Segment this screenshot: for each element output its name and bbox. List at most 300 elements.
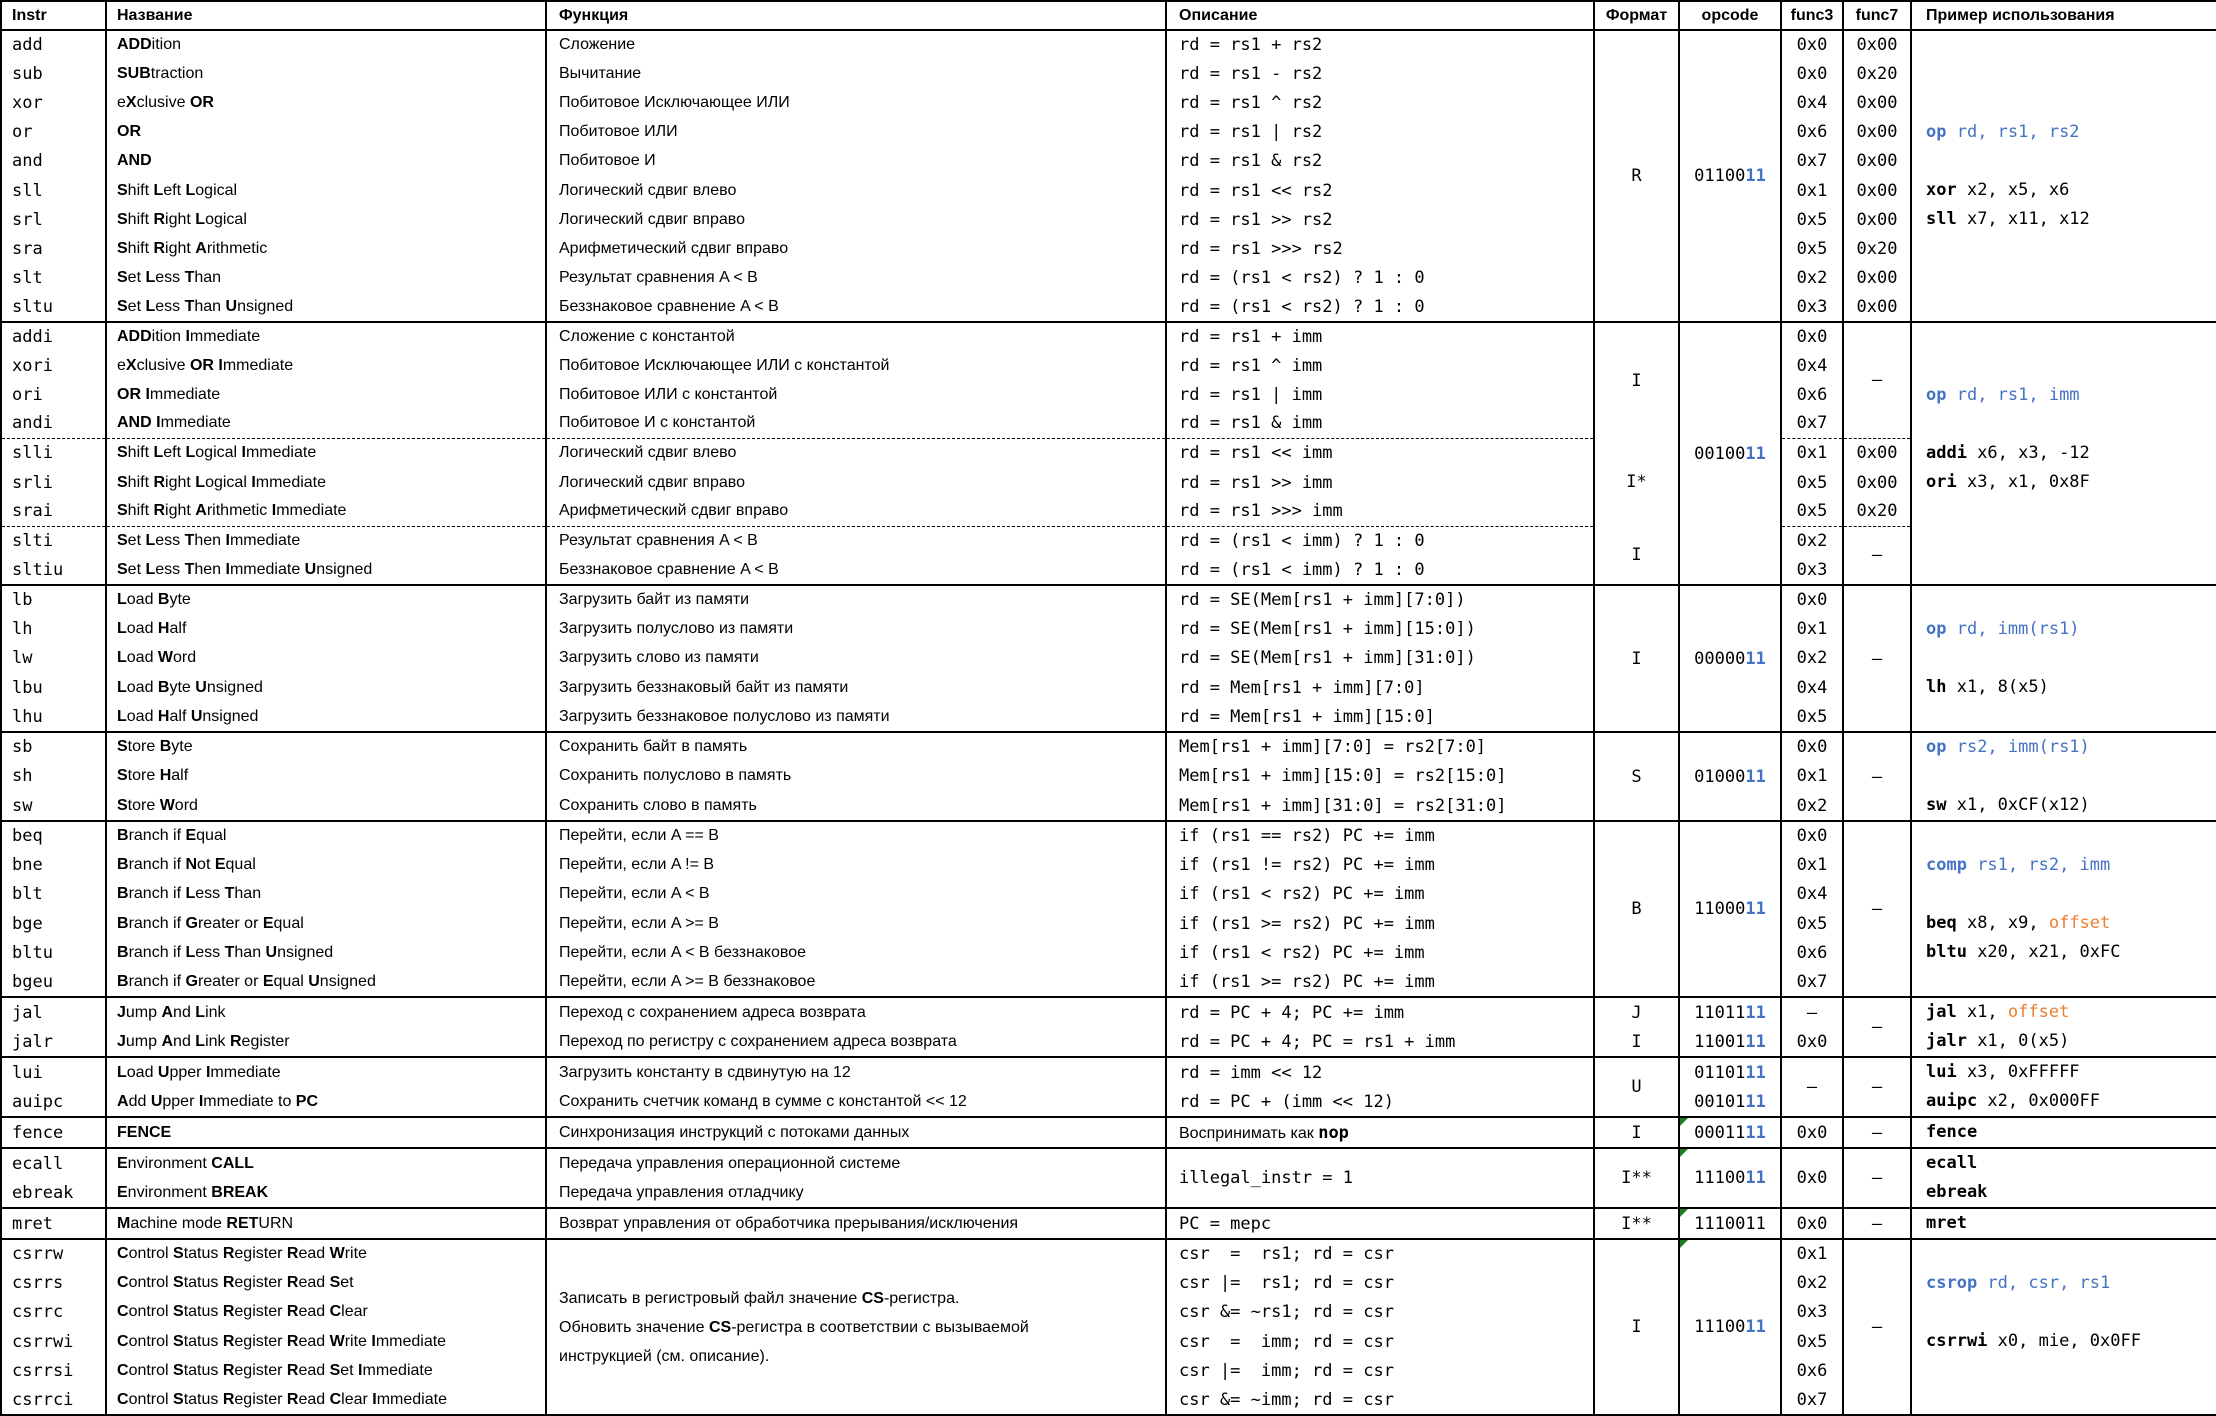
sltiu-name-cell: Set Less Then Immediate Unsigned bbox=[106, 556, 546, 585]
example-line bbox=[1912, 644, 2216, 673]
bne-function-cell: Перейти, если A != B bbox=[546, 850, 1166, 879]
table-row-and bbox=[1, 147, 2216, 176]
add-description-cell: rd = rs1 + rs2 bbox=[1166, 30, 1594, 59]
xori-description-cell: rd = rs1 ^ imm bbox=[1166, 351, 1594, 380]
sw-function-cell: Сохранить слово в память bbox=[546, 791, 1166, 821]
jal-function-cell: Переход с сохранением адреса возврата bbox=[546, 997, 1166, 1027]
upper-func7-cell: – bbox=[1843, 1057, 1911, 1117]
column-header-example: Пример использования bbox=[1911, 1, 2216, 30]
table-row-xor bbox=[1, 88, 2216, 117]
mret-format-cell: I** bbox=[1594, 1208, 1679, 1239]
jumps-func7-cell: – bbox=[1843, 997, 1911, 1057]
lui-description-cell: rd = imm << 12 bbox=[1166, 1057, 1594, 1087]
csr-opcode-cell: 1110011 bbox=[1679, 1239, 1781, 1415]
example-line: beq x8, x9, offset bbox=[1926, 913, 2111, 933]
loads-func3-cell: 0x5 bbox=[1781, 703, 1843, 732]
sra-description-cell: rd = rs1 >>> rs2 bbox=[1166, 234, 1594, 263]
table-row-addi bbox=[1, 322, 2216, 351]
addi-name-cell: ADDition Immediate bbox=[106, 322, 546, 351]
add-instr-cell: add bbox=[1, 30, 106, 59]
bgeu-instr-cell: bgeu bbox=[1, 968, 106, 997]
csrrsi-instr-cell: csrrsi bbox=[1, 1356, 106, 1385]
r-type-func7-cell: 0x00 bbox=[1843, 118, 1911, 147]
csrrsi-name-cell: Control Status Register Read Set Immediate bbox=[106, 1356, 546, 1385]
example-line: mret bbox=[1926, 1213, 1967, 1233]
slt-instr-cell: slt bbox=[1, 264, 106, 293]
lh-name-cell: Load Half bbox=[106, 614, 546, 643]
sw-name-cell: Store Word bbox=[106, 791, 546, 821]
andi-function-cell: Побитовое И с константой bbox=[546, 409, 1166, 438]
bltu-name-cell: Branch if Less Than Unsigned bbox=[106, 938, 546, 967]
example-line bbox=[1912, 1356, 2216, 1385]
slti-instr-cell: slti bbox=[1, 526, 106, 556]
csr-example-cell bbox=[1911, 1239, 2216, 1415]
i-arith-format-cell: I bbox=[1594, 322, 1679, 438]
lh-description-cell: rd = SE(Mem[rs1 + imm][15:0]) bbox=[1166, 614, 1594, 643]
example-line bbox=[1912, 147, 2216, 176]
csr-func3-cell: 0x3 bbox=[1781, 1298, 1843, 1327]
table-row-srl bbox=[1, 205, 2216, 234]
jalr-function-cell: Переход по регистру с сохранением адреса возврата bbox=[546, 1027, 1166, 1057]
csr-func3-cell: 0x2 bbox=[1781, 1268, 1843, 1297]
slli-instr-cell: slli bbox=[1, 438, 106, 468]
addi-description-cell: rd = rs1 + imm bbox=[1166, 322, 1594, 351]
csrrsi-description-cell: csr |= imm; rd = csr bbox=[1166, 1356, 1594, 1385]
r-type-func3-cell: 0x4 bbox=[1781, 88, 1843, 117]
example-line: xor x2, x5, x6 bbox=[1926, 180, 2070, 200]
ori-name-cell: OR Immediate bbox=[106, 380, 546, 409]
table-row-slt bbox=[1, 264, 2216, 293]
ebreak-name-cell: Environment BREAK bbox=[106, 1178, 546, 1208]
example-line: ebreak bbox=[1926, 1182, 1988, 1202]
upper-opcode-cell: 0010111 bbox=[1679, 1087, 1781, 1117]
csrrw-instr-cell: csrrw bbox=[1, 1239, 106, 1268]
example-line: lh x1, 8(x5) bbox=[1926, 677, 2049, 697]
sra-function-cell: Арифметический сдвиг вправо bbox=[546, 234, 1166, 263]
r-type-func7-cell: 0x00 bbox=[1843, 88, 1911, 117]
branches-func3-cell: 0x7 bbox=[1781, 968, 1843, 997]
srai-name-cell: Shift Right Arithmetic Immediate bbox=[106, 497, 546, 526]
bltu-function-cell: Перейти, если A < B беззнаковое bbox=[546, 938, 1166, 967]
sh-name-cell: Store Half bbox=[106, 762, 546, 792]
sra-instr-cell: sra bbox=[1, 234, 106, 263]
csrrw-description-cell: csr = rs1; rd = csr bbox=[1166, 1239, 1594, 1268]
bge-function-cell: Перейти, если A >= B bbox=[546, 909, 1166, 938]
header-row bbox=[1, 1, 2216, 30]
lhu-name-cell: Load Half Unsigned bbox=[106, 703, 546, 732]
i-arith-opcode-cell: 0010011 bbox=[1679, 322, 1781, 585]
slli-name-cell: Shift Left Logical Immediate bbox=[106, 438, 546, 468]
example-line bbox=[1912, 880, 2216, 909]
example-line: lui x3, 0xFFFFF bbox=[1926, 1062, 2080, 1082]
blt-name-cell: Branch if Less Than bbox=[106, 880, 546, 909]
jumps-func3-cell: 0x0 bbox=[1781, 1027, 1843, 1057]
table-row-csrrw bbox=[1, 1239, 2216, 1268]
upper-opcode-cell: 0110111 bbox=[1679, 1057, 1781, 1087]
andi-description-cell: rd = rs1 & imm bbox=[1166, 409, 1594, 438]
and-function-cell: Побитовое И bbox=[546, 147, 1166, 176]
r-type-func3-cell: 0x6 bbox=[1781, 118, 1843, 147]
column-header-opcode: opcode bbox=[1679, 1, 1781, 30]
r-type-func7-cell: 0x20 bbox=[1843, 59, 1911, 88]
csr-func3-cell: 0x7 bbox=[1781, 1386, 1843, 1415]
beq-description-cell: if (rs1 == rs2) PC += imm bbox=[1166, 821, 1594, 850]
mret-function-cell: Возврат управления от обработчика прерывания/исключения bbox=[546, 1208, 1166, 1239]
sltu-function-cell: Беззнаковое сравнение A < B bbox=[546, 293, 1166, 322]
jal-instr-cell: jal bbox=[1, 997, 106, 1027]
lh-function-cell: Загрузить полуслово из памяти bbox=[546, 614, 1166, 643]
srai-instr-cell: srai bbox=[1, 497, 106, 526]
example-line bbox=[1912, 234, 2216, 263]
loads-func3-cell: 0x4 bbox=[1781, 673, 1843, 702]
loads-example-cell bbox=[1911, 585, 2216, 732]
addi-function-cell: Сложение с константой bbox=[546, 322, 1166, 351]
loads-func7-cell: – bbox=[1843, 585, 1911, 732]
fence-name-cell: FENCE bbox=[106, 1117, 546, 1148]
example-line bbox=[1912, 323, 2216, 352]
example-line: ori x3, x1, 0x8F bbox=[1926, 472, 2090, 492]
ecall-name-cell: Environment CALL bbox=[106, 1148, 546, 1178]
sltu-instr-cell: sltu bbox=[1, 293, 106, 322]
auipc-instr-cell: auipc bbox=[1, 1087, 106, 1117]
lbu-description-cell: rd = Mem[rs1 + imm][7:0] bbox=[1166, 673, 1594, 702]
branches-func3-cell: 0x4 bbox=[1781, 880, 1843, 909]
example-line: fence bbox=[1926, 1122, 1978, 1142]
i-arith-func3-cell: 0x0 bbox=[1781, 322, 1843, 351]
sra-name-cell: Shift Right Arithmetic bbox=[106, 234, 546, 263]
table-row-add bbox=[1, 30, 2216, 59]
r-type-func7-cell: 0x00 bbox=[1843, 293, 1911, 322]
table-row-slti bbox=[1, 526, 2216, 556]
lw-description-cell: rd = SE(Mem[rs1 + imm][31:0]) bbox=[1166, 644, 1594, 673]
loads-func3-cell: 0x0 bbox=[1781, 585, 1843, 614]
r-type-func3-cell: 0x7 bbox=[1781, 147, 1843, 176]
xor-function-cell: Побитовое Исключающее ИЛИ bbox=[546, 88, 1166, 117]
r-type-func3-cell: 0x5 bbox=[1781, 205, 1843, 234]
r-type-func3-cell: 0x0 bbox=[1781, 30, 1843, 59]
csrrc-description-cell: csr &= ~rs1; rd = csr bbox=[1166, 1298, 1594, 1327]
sb-function-cell: Сохранить байт в память bbox=[546, 732, 1166, 762]
sw-instr-cell: sw bbox=[1, 791, 106, 821]
srai-description-cell: rd = rs1 >>> imm bbox=[1166, 497, 1594, 526]
i-arith-example-cell bbox=[1911, 322, 2216, 585]
or-name-cell: OR bbox=[106, 118, 546, 147]
mret-func3-cell: 0x0 bbox=[1781, 1208, 1843, 1239]
r-type-func7-cell: 0x00 bbox=[1843, 264, 1911, 293]
sltu-description-cell: rd = (rs1 < rs2) ? 1 : 0 bbox=[1166, 293, 1594, 322]
sub-instr-cell: sub bbox=[1, 59, 106, 88]
csrrci-description-cell: csr &= ~imm; rd = csr bbox=[1166, 1386, 1594, 1415]
csrrwi-instr-cell: csrrwi bbox=[1, 1327, 106, 1356]
slti-name-cell: Set Less Then Immediate bbox=[106, 526, 546, 556]
add-function-cell: Сложение bbox=[546, 30, 1166, 59]
example-line bbox=[1912, 410, 2216, 439]
table-header bbox=[1, 1, 2216, 30]
i-arith-func3-cell: 0x7 bbox=[1781, 409, 1843, 438]
srl-description-cell: rd = rs1 >> rs2 bbox=[1166, 205, 1594, 234]
example-line: jalr x1, 0(x5) bbox=[1926, 1031, 2070, 1051]
sb-instr-cell: sb bbox=[1, 732, 106, 762]
sltiu-function-cell: Беззнаковое сравнение A < B bbox=[546, 556, 1166, 585]
fence-format-cell: I bbox=[1594, 1117, 1679, 1148]
branches-func7-cell: – bbox=[1843, 821, 1911, 997]
table-row-sb bbox=[1, 732, 2216, 762]
sh-instr-cell: sh bbox=[1, 762, 106, 792]
stores-opcode-cell: 0100011 bbox=[1679, 732, 1781, 821]
r-type-func3-cell: 0x1 bbox=[1781, 176, 1843, 205]
srl-function-cell: Логический сдвиг вправо bbox=[546, 205, 1166, 234]
example-line: op rd, rs1, rs2 bbox=[1926, 122, 2080, 142]
bge-instr-cell: bge bbox=[1, 909, 106, 938]
example-line: ecall bbox=[1926, 1153, 1978, 1173]
srai-function-cell: Арифметический сдвиг вправо bbox=[546, 497, 1166, 526]
srl-instr-cell: srl bbox=[1, 205, 106, 234]
bgeu-name-cell: Branch if Greater or Equal Unsigned bbox=[106, 968, 546, 997]
loads-opcode-cell: 0000011 bbox=[1679, 585, 1781, 732]
csrrw-name-cell: Control Status Register Read Write bbox=[106, 1239, 546, 1268]
or-description-cell: rd = rs1 | rs2 bbox=[1166, 118, 1594, 147]
loads-format-cell: I bbox=[1594, 585, 1679, 732]
srli-name-cell: Shift Right Logical Immediate bbox=[106, 468, 546, 497]
example-line bbox=[1912, 31, 2216, 60]
andi-name-cell: AND Immediate bbox=[106, 409, 546, 438]
lbu-function-cell: Загрузить беззнаковый байт из памяти bbox=[546, 673, 1166, 702]
table-row-jal bbox=[1, 997, 2216, 1027]
i-arith-func3-cell: 0x4 bbox=[1781, 351, 1843, 380]
table-row-lui bbox=[1, 1057, 2216, 1087]
auipc-description-cell: rd = PC + (imm << 12) bbox=[1166, 1087, 1594, 1117]
example-line: sll x7, x11, x12 bbox=[1926, 209, 2090, 229]
bgeu-description-cell: if (rs1 >= rs2) PC += imm bbox=[1166, 968, 1594, 997]
stores-example-cell bbox=[1911, 732, 2216, 821]
sub-name-cell: SUBtraction bbox=[106, 59, 546, 88]
i-arith-func7-cell: 0x00 bbox=[1843, 438, 1911, 468]
table-row-or bbox=[1, 118, 2216, 147]
r-type-func3-cell: 0x5 bbox=[1781, 234, 1843, 263]
i-arith-func3-cell: 0x5 bbox=[1781, 468, 1843, 497]
r-type-func3-cell: 0x3 bbox=[1781, 293, 1843, 322]
fence-description-cell: Воспринимать как nop bbox=[1166, 1117, 1594, 1148]
example-line bbox=[1912, 263, 2216, 292]
lb-function-cell: Загрузить байт из памяти bbox=[546, 585, 1166, 614]
xor-name-cell: eXclusive OR bbox=[106, 88, 546, 117]
example-line: op rs2, imm(rs1) bbox=[1926, 737, 2090, 757]
sltiu-instr-cell: sltiu bbox=[1, 556, 106, 585]
example-line: jal x1, offset bbox=[1926, 1002, 2070, 1022]
upper-example-cell bbox=[1911, 1057, 2216, 1117]
r-type-func7-cell: 0x00 bbox=[1843, 176, 1911, 205]
example-line bbox=[1912, 1240, 2216, 1269]
bne-instr-cell: bne bbox=[1, 850, 106, 879]
column-header-format: Формат bbox=[1594, 1, 1679, 30]
example-line bbox=[1912, 526, 2216, 555]
srli-instr-cell: srli bbox=[1, 468, 106, 497]
lhu-description-cell: rd = Mem[rs1 + imm][15:0] bbox=[1166, 703, 1594, 732]
example-line: csrop rd, csr, rs1 bbox=[1926, 1273, 2111, 1293]
lw-name-cell: Load Word bbox=[106, 644, 546, 673]
blt-function-cell: Перейти, если A < B bbox=[546, 880, 1166, 909]
csrrci-name-cell: Control Status Register Read Clear Immediate bbox=[106, 1386, 546, 1415]
fence-function-cell: Синхронизация инструкций с потоками данных bbox=[546, 1117, 1166, 1148]
lb-description-cell: rd = SE(Mem[rs1 + imm][7:0]) bbox=[1166, 585, 1594, 614]
jumps-opcode-cell: 1101111 bbox=[1679, 997, 1781, 1027]
env-format-cell: I** bbox=[1594, 1148, 1679, 1208]
i-arith-func3-cell: 0x3 bbox=[1781, 556, 1843, 585]
r-type-func3-cell: 0x0 bbox=[1781, 59, 1843, 88]
column-header-name: Название bbox=[106, 1, 546, 30]
example-line bbox=[1912, 1298, 2216, 1327]
auipc-name-cell: Add Upper Immediate to PC bbox=[106, 1087, 546, 1117]
and-description-cell: rd = rs1 & rs2 bbox=[1166, 147, 1594, 176]
xori-name-cell: eXclusive OR Immediate bbox=[106, 351, 546, 380]
bltu-instr-cell: bltu bbox=[1, 938, 106, 967]
jumps-opcode-cell: 1100111 bbox=[1679, 1027, 1781, 1057]
jal-description-cell: rd = PC + 4; PC += imm bbox=[1166, 997, 1594, 1027]
and-name-cell: AND bbox=[106, 147, 546, 176]
csr-func3-cell: 0x5 bbox=[1781, 1327, 1843, 1356]
table-row-lb bbox=[1, 585, 2216, 614]
example-line bbox=[1912, 89, 2216, 118]
stores-func3-cell: 0x2 bbox=[1781, 791, 1843, 821]
i-arith-func3-cell: 0x6 bbox=[1781, 380, 1843, 409]
example-line: csrrwi x0, mie, 0x0FF bbox=[1926, 1331, 2141, 1351]
example-line bbox=[1912, 822, 2216, 851]
branches-func3-cell: 0x5 bbox=[1781, 909, 1843, 938]
xor-instr-cell: xor bbox=[1, 88, 106, 117]
example-line bbox=[1912, 497, 2216, 526]
slt-name-cell: Set Less Than bbox=[106, 264, 546, 293]
loads-func3-cell: 0x1 bbox=[1781, 614, 1843, 643]
upper-format-cell: U bbox=[1594, 1057, 1679, 1117]
jalr-name-cell: Jump And Link Register bbox=[106, 1027, 546, 1057]
sll-description-cell: rd = rs1 << rs2 bbox=[1166, 176, 1594, 205]
example-line: comp rs1, rs2, imm bbox=[1926, 855, 2111, 875]
jumps-format-cell: J bbox=[1594, 997, 1679, 1027]
sh-description-cell: Mem[rs1 + imm][15:0] = rs2[15:0] bbox=[1166, 762, 1594, 792]
bge-description-cell: if (rs1 >= rs2) PC += imm bbox=[1166, 909, 1594, 938]
r-type-func7-cell: 0x20 bbox=[1843, 234, 1911, 263]
column-header-func: Функция bbox=[546, 1, 1166, 30]
table-row-srli bbox=[1, 468, 2216, 497]
bltu-description-cell: if (rs1 < rs2) PC += imm bbox=[1166, 938, 1594, 967]
stores-func3-cell: 0x0 bbox=[1781, 732, 1843, 762]
csrrs-description-cell: csr |= rs1; rd = csr bbox=[1166, 1268, 1594, 1297]
column-header-desc: Описание bbox=[1166, 1, 1594, 30]
lui-instr-cell: lui bbox=[1, 1057, 106, 1087]
lb-instr-cell: lb bbox=[1, 585, 106, 614]
column-header-instr: Instr bbox=[1, 1, 106, 30]
example-line bbox=[1912, 967, 2216, 996]
or-function-cell: Побитовое ИЛИ bbox=[546, 118, 1166, 147]
fence-func7-cell: – bbox=[1843, 1117, 1911, 1148]
lh-instr-cell: lh bbox=[1, 614, 106, 643]
lw-function-cell: Загрузить слово из памяти bbox=[546, 644, 1166, 673]
srli-function-cell: Логический сдвиг вправо bbox=[546, 468, 1166, 497]
slti-description-cell: rd = (rs1 < imm) ? 1 : 0 bbox=[1166, 526, 1594, 556]
beq-function-cell: Перейти, если A == B bbox=[546, 821, 1166, 850]
add-name-cell: ADDition bbox=[106, 30, 546, 59]
jalr-instr-cell: jalr bbox=[1, 1027, 106, 1057]
env-func7-cell: – bbox=[1843, 1148, 1911, 1208]
mret-description-cell: PC = mepc bbox=[1166, 1208, 1594, 1239]
lbu-instr-cell: lbu bbox=[1, 673, 106, 702]
column-header-func3: func3 bbox=[1781, 1, 1843, 30]
table-row-slli bbox=[1, 438, 2216, 468]
csr-format-cell: I bbox=[1594, 1239, 1679, 1415]
upper-func3-cell: – bbox=[1781, 1057, 1843, 1117]
csrrc-name-cell: Control Status Register Read Clear bbox=[106, 1298, 546, 1327]
ebreak-instr-cell: ebreak bbox=[1, 1178, 106, 1208]
csrrc-instr-cell: csrrc bbox=[1, 1298, 106, 1327]
stores-format-cell: S bbox=[1594, 732, 1679, 821]
csrrci-instr-cell: csrrci bbox=[1, 1386, 106, 1415]
example-line: addi x6, x3, -12 bbox=[1926, 443, 2090, 463]
r-type-format-cell: R bbox=[1594, 30, 1679, 322]
jumps-func3-cell: – bbox=[1781, 997, 1843, 1027]
table-row-ecall bbox=[1, 1148, 2216, 1178]
env-description-cell: illegal_instr = 1 bbox=[1166, 1148, 1594, 1208]
bge-name-cell: Branch if Greater or Equal bbox=[106, 909, 546, 938]
sll-name-cell: Shift Left Logical bbox=[106, 176, 546, 205]
table-row-sltu bbox=[1, 293, 2216, 322]
example-line: bltu x20, x21, 0xFC bbox=[1926, 942, 2121, 962]
ori-function-cell: Побитовое ИЛИ с константой bbox=[546, 380, 1166, 409]
lw-instr-cell: lw bbox=[1, 644, 106, 673]
jal-name-cell: Jump And Link bbox=[106, 997, 546, 1027]
xor-description-cell: rd = rs1 ^ rs2 bbox=[1166, 88, 1594, 117]
branches-format-cell: B bbox=[1594, 821, 1679, 997]
i-arith-func3-cell: 0x1 bbox=[1781, 438, 1843, 468]
env-example-cell bbox=[1911, 1148, 2216, 1208]
slt-description-cell: rd = (rs1 < rs2) ? 1 : 0 bbox=[1166, 264, 1594, 293]
mret-example-cell bbox=[1911, 1208, 2216, 1239]
slt-function-cell: Результат сравнения A < B bbox=[546, 264, 1166, 293]
i-arith-func3-cell: 0x2 bbox=[1781, 526, 1843, 556]
table-row-sll bbox=[1, 176, 2216, 205]
xori-instr-cell: xori bbox=[1, 351, 106, 380]
lbu-name-cell: Load Byte Unsigned bbox=[106, 673, 546, 702]
example-line bbox=[1912, 586, 2216, 615]
r-type-func3-cell: 0x2 bbox=[1781, 264, 1843, 293]
jumps-format-cell: I bbox=[1594, 1027, 1679, 1057]
lhu-function-cell: Загрузить беззнаковое полуслово из памяти bbox=[546, 703, 1166, 732]
fence-func3-cell: 0x0 bbox=[1781, 1117, 1843, 1148]
i-arith-format-cell: I bbox=[1594, 526, 1679, 585]
and-instr-cell: and bbox=[1, 147, 106, 176]
branches-example-cell bbox=[1911, 821, 2216, 997]
example-line: sw x1, 0xCF(x12) bbox=[1926, 795, 2090, 815]
r-type-opcode-cell: 0110011 bbox=[1679, 30, 1781, 322]
slli-description-cell: rd = rs1 << imm bbox=[1166, 438, 1594, 468]
srl-name-cell: Shift Right Logical bbox=[106, 205, 546, 234]
i-arith-format-cell: I* bbox=[1594, 438, 1679, 526]
beq-instr-cell: beq bbox=[1, 821, 106, 850]
fence-example-cell bbox=[1911, 1117, 2216, 1148]
table-row-fence bbox=[1, 1117, 2216, 1148]
sb-name-cell: Store Byte bbox=[106, 732, 546, 762]
addi-instr-cell: addi bbox=[1, 322, 106, 351]
csrrwi-description-cell: csr = imm; rd = csr bbox=[1166, 1327, 1594, 1356]
column-header-func7: func7 bbox=[1843, 1, 1911, 30]
branches-func3-cell: 0x1 bbox=[1781, 850, 1843, 879]
sub-description-cell: rd = rs1 - rs2 bbox=[1166, 59, 1594, 88]
srli-description-cell: rd = rs1 >> imm bbox=[1166, 468, 1594, 497]
stores-func3-cell: 0x1 bbox=[1781, 762, 1843, 792]
sh-function-cell: Сохранить полуслово в память bbox=[546, 762, 1166, 792]
r-type-func7-cell: 0x00 bbox=[1843, 30, 1911, 59]
lui-name-cell: Load Upper Immediate bbox=[106, 1057, 546, 1087]
mret-func7-cell: – bbox=[1843, 1208, 1911, 1239]
